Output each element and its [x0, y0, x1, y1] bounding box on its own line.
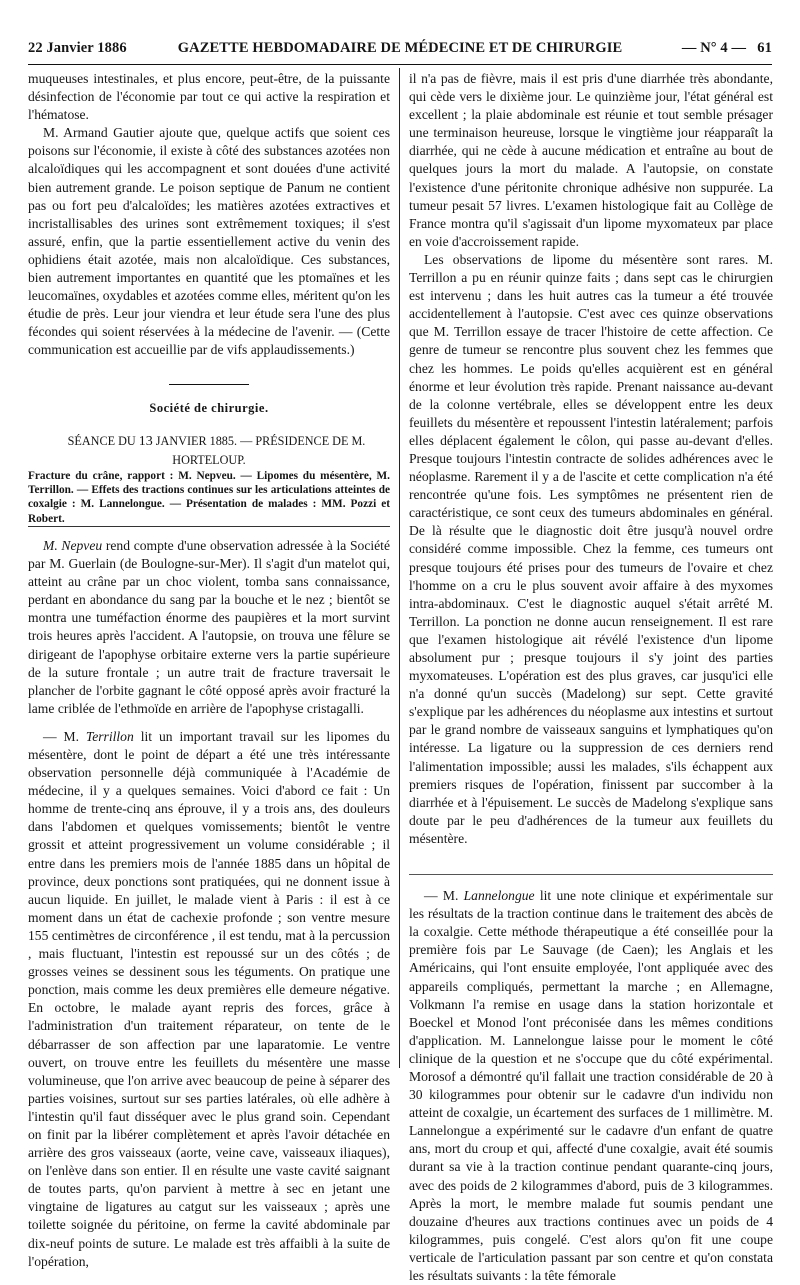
- journal-title: GAZETTE HEBDOMADAIRE DE MÉDECINE ET DE CHIRURGIE: [177, 40, 623, 56]
- session-prefix: SÉANCE DU: [67, 433, 139, 448]
- speaker-name: M. Nepveu: [43, 537, 103, 553]
- header-rule: [28, 64, 772, 65]
- issue-number: — N° 4 —: [681, 40, 747, 56]
- lipome-paragraph: Les observations de lipome du mésentère sont rares. M. Terrillon a pu en réunir quinze faits ; dans sept cas le chirurgien est intervenu ; dans les huit autres cas la tumeur a été trouvée accidentellement à l'autopsie. C'est avec ces quinze observations que M. Terrillon essaye de tracer l'histoire de cette affection. Ce genre de tumeur se rencontre plus souvent chez les femmes que chez les hommes. Le poids qu'elles acquièrent est en général énorme et leur évolution très rapide. Prenant naissance au-devant de la colonne vertébrale, elles se développent entre les deux feuillets du mésentère et repoussent l'intestin latéralement; parfois elles déplacent également le côlon, qui passe au-devant d'elles. Presque toujours l'intestin contracte de solides adhérences avec le néoplasme. Rarement il y a de l'ascite et cette complication n'a été rencontrée qu'une fois. Les symptômes ne présentent rien de caractéristique, ce sont ceux des tumeurs abdominales en général. De là résulte que le diagnostic doit être jusqu'à nouvel ordre considéré comme impossible. Chez la femme, ces tumeurs ont presque toujours été prises pour des tumeurs de l'ovaire et chez l'homme on a cru le plus souvent avoir affaire à des myxomes intra-abdominaux. C'est le diagnostic auquel s'était arrêté M. Terrillon. La ponction ne donne aucun renseignement. Il est rare que l'examen histologique ait révélé l'existence d'un lipome absolument pur ; presque toujours il s'y joint des parties myxomateuses. L'opération est des plus graves, car jusqu'ici elle n'a donné qu'un succès (Madelong) sur sept. Cette gravité s'explique par les adhérences du néoplasme aux intestins et surtout par le grand nombre de vaisseaux sanguins et lymphatiques qu'on intéresse. La ligature ou la suppression de ces derniers rend l'alimentation impossible; aussi les malades, s'ils échappent aux premiers risques de l'opération, finissent par succomber à la diarrhée et à l'épuisement. Le succès de Madelong s'explique sans doute par le peu d'adhérences de la tumeur aux feuillets du mésentère.: [409, 251, 773, 846]
- session-day: 13: [138, 433, 153, 449]
- paragraph-text: lit un important travail sur les lipomes du mésentère, dont le point de départ a été une très intéressante observation personnelle déjà communiquée à l'Académie de médecine, il y a quelques semaines. Voici d'abord ce fait : Un homme de trente-cinq ans éprouve, il y a trois ans, des douleurs dans l'abdomen et quelques vomissements; bientôt le ventre grossit et atteint progressivement un volume considérable ; il entre dans les premiers mois de l'année 1885 dans un hôpital de province, deux ponctions sont pratiquées, qui ne donnent issue à aucun liquide. En juillet, le malade vient à Paris : il est à ce moment dans un état de cachexie profonde ; son ventre mesure 155 centimètres de circonférence , il est tendu, mat à la percussion , mais fluctuant, l'intestin est repoussé sur un des côtés ; de grosses veines se dessinent sous les téguments. On pratique une ponction, mais comme les deux premières elle demeure négative. En octobre, le malade ayant repris des forces, grâce à l'administration d'un traitement réparateur, on tente de le débarrasser de son affection par une laparatomie. Le ventre ouvert, on trouve entre les feuillets du mésentère une masse volumineuse, que l'on arrive avec beaucoup de peine à séparer des parties voisines, surtout sur ses parties latérales, où elle adhère à l'intestin qu'il faut disséquer avec le plus grand soin. Cependant on finit par la libérer complètement et après l'avoir détachée en arrière des gros vaisseaux (aorte, veine cave, vaisseaux iliaques), on l'enlève dans son entier. Il en résulte une vaste cavité saignant de toutes parts, qu'on parvient à mettre à sec en jetant une vingtaine de ligatures au catgut sur les vaisseaux ; après une toilette soignée du péritoine, on ferme la cavité abdominale par dix-neuf points de suture. Le malade est très affaibli à la suite de l'opération,: [28, 728, 390, 1269]
- continued-paragraph: muqueuses intestinales, et plus encore, peut-être, de la puissante désinfection de l'économie par tout ce qui active la respiration et l'hématose.: [28, 71, 390, 123]
- gautier-paragraph: M. Armand Gautier ajoute que, quelque actifs que soient ces poisons sur l'économie, il existe à côté des substances azotées non alcaloïdiques qui les accompagnent et sont douées d'une activité bien autrement grande. Le poison septique de Panum ne contient pas ou fort peu d'alcaloïdes; les matières azotées extractives et incristallisables des urines sont extrêmement toxiques; il s'est assuré, enfin, que la partie essentiellement active du venin des ophidiens était azotée, mais non alcaloïdique. Ces substances, bien autrement importantes en quantité que les ptomaïnes et les leucomaïnes, oxydables et azotées comme elles, méritent qu'on les étudie de près. Leur jour viendra et leur étude sera l'une des plus fécondes qui soient réservées à la médecine de l'avenir. — (Cette communication est accueillie par de vifs applaudissements.): [28, 125, 390, 358]
- speaker-name: Lannelongue: [463, 888, 535, 904]
- paragraph-text: rend compte d'une observation adressée à la Société par M. Guerlain (de Boulogne-sur-Mer). Il s'agit d'un matelot qui, atteint au crâne par un choc violent, tomba sans connaissance, perdant en abondance du sang par la bouche et le nez ; bientôt se montra une tuméfaction énorme des paupières et la mort survint trois heures après l'accident. A l'autopsie, on trouva une fêlure se dirigeant de l'apophyse orbitaire externe vers la partie supérieure de la suture frontale ; un autre trait de fracture traversait le plancher de l'orbite gagnant le côté opposé après avoir fracturé la lame criblée de l'ethmoïde en arrière de l'apophyse cristagalli.: [28, 537, 390, 716]
- session-summary: Fracture du crâne, rapport : M. Nepveu. — Lipomes du mésentère, M. Terrillon. — Effets des tractions continues sur les articulations atteintes de coxalgie : M. Lannelongue. — Présentation de malades : MM. Pozzi et Robert.: [28, 469, 390, 525]
- paragraph-text: lit une note clinique et expérimentale sur les résultats de la traction continue dans le traitement des abcès de la coxalgie. Cette méthode thérapeutique a été conseillée pour la première fois par Le Sauvage (de Caen); les Anglais et les Américains, qui l'ont ensuite employée, l'ont appliquée avec des appareils compliqués, permettant la marche ; en Allemagne, Volkmann l'a remise en usage dans la station horizontale et Boeckel et Monod l'ont préconisée dans les mêmes conditions d'application. M. Lannelongue laisse pour le moment le côté clinique de la question et ne s'occupe que du côté expérimental. Morosof a démontré qu'il fallait une traction considérable de 20 à 30 kilogrammes pour obtenir sur le cadavre d'un individu non atteint de coxalgie, un écartement des surfaces de 1 millimètre. M. Lannelongue a expérimenté sur le cadavre d'un enfant de quatre ans, mort du croup et qui, affecté d'une coxalgie, avait été soumis durant sa vie à la traction continue pendant quarante-cinq jours, avec des poids de 2 kilogrammes d'abord, puis de 3 kilogrammes. Après la mort, le membre malade fut soumis pendant une douzaine d'heures aux tractions continues avec un poids de 4 kilogrammes, puis congelé. C'est alors qu'on fit une coupe verticale de l'articulation passant par son centre et qu'on constata les résultats suivants : la tête fémorale: [409, 888, 773, 1283]
- page-ref: [682, 40, 772, 57]
- running-head: [28, 40, 772, 62]
- lannelongue-paragraph: [409, 887, 773, 1285]
- right-column: [409, 70, 773, 1285]
- section-rule: [409, 874, 773, 875]
- society-heading: Société de chirurgie.: [149, 400, 269, 415]
- dash-prefix: — M.: [43, 728, 86, 744]
- page-number: 61: [757, 40, 772, 56]
- issue-date: 22 Janvier 1886: [28, 40, 127, 56]
- section-spacer: [409, 848, 773, 874]
- session-rest: JANVIER 1885. — PRÉSIDENCE DE M. HORTELOUP.: [152, 433, 366, 467]
- speaker-name: Terrillon: [85, 728, 134, 744]
- terrillon-paragraph: [28, 728, 390, 1271]
- summary-rule: [28, 526, 390, 527]
- section-rule: [169, 384, 249, 385]
- left-column: [28, 70, 390, 1271]
- continued-paragraph: il n'a pas de fièvre, mais il est pris d'une diarrhée très abondante, qui cède vers le dixième jour. Le quinzième jour, l'état général est excellent ; la plaie abdominale est réunie et tout semble présager une terminaison heureuse, lorsque le vingtième jour réapparaît la diarrhée, qui ne cède à aucune médication et entraîne au bout de quelques jours la mort du malade. A l'autopsie, on constate l'existence d'une péritonite chronique adhésive non suppurée. La tumeur pesait 57 livres. L'examen histologique fait au Collège de France montra qu'il s'agissait d'un lipome myxomateux par place en voie d'accroissement rapide.: [409, 71, 773, 249]
- nepveu-paragraph: [28, 537, 390, 718]
- dash-prefix: — M.: [424, 888, 464, 904]
- session-line: [28, 432, 390, 469]
- column-divider: [399, 68, 400, 1068]
